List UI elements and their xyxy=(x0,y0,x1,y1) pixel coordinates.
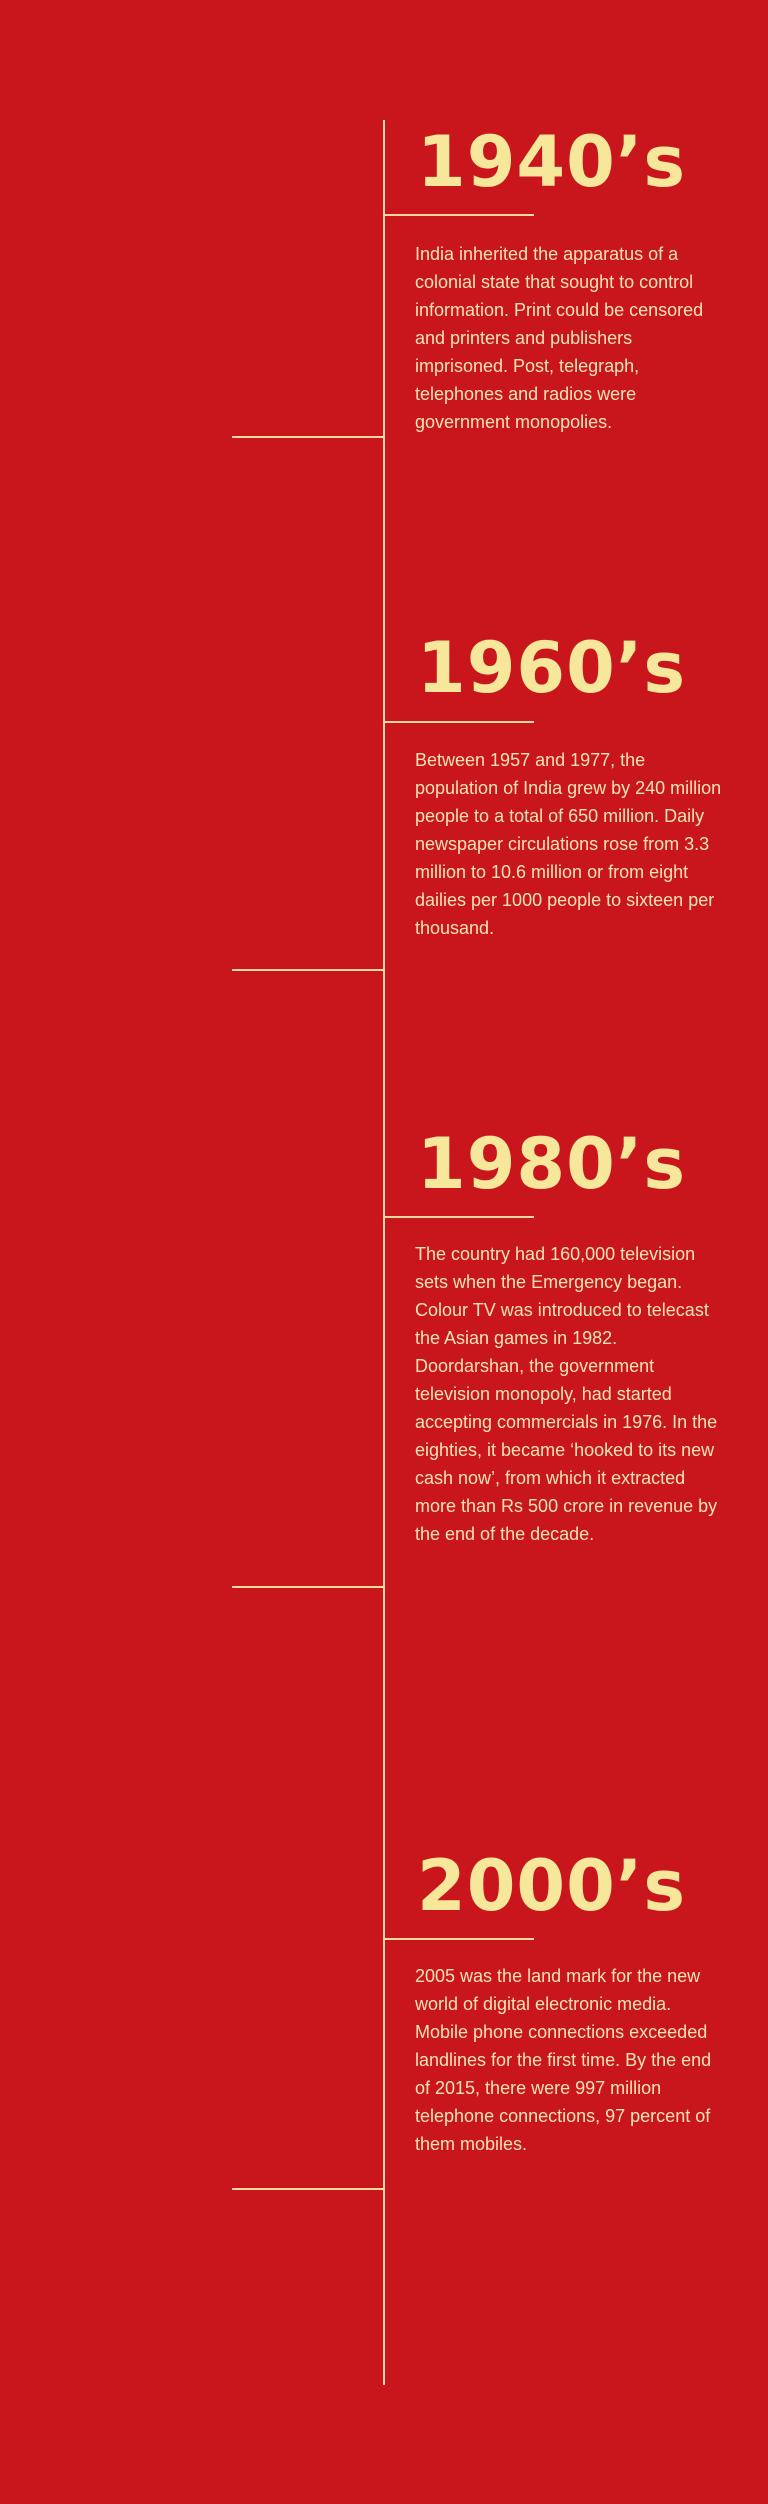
decade-heading: 2000’s xyxy=(417,1845,687,1927)
decade-rule xyxy=(232,2188,383,2190)
timeline-spine xyxy=(383,120,385,2385)
decade-heading: 1940’s xyxy=(417,121,687,203)
decade-heading: 1960’s xyxy=(417,627,687,709)
decade-rule xyxy=(384,214,534,216)
decade-rule xyxy=(232,436,383,438)
decade-description: Between 1957 and 1977, the population of India grew by 240 million people to a total of 650 million. Daily newspaper circulations rose from 3.3 million to 10.6 million or from eight dailies per 1000 people to sixteen per thousand. xyxy=(415,750,722,938)
decade-heading: 1980’s xyxy=(417,1123,687,1205)
decade-rule xyxy=(232,1586,383,1588)
decade-rule xyxy=(384,721,534,723)
decade-description: India inherited the apparatus of a colonial state that sought to control information. Print could be censored and printers and publishers imprisoned. Post, telegraph, telephones and radios were government monopolies. xyxy=(415,244,704,432)
decade-rule xyxy=(232,969,383,971)
decade-rule xyxy=(384,1938,534,1940)
decade-description: 2005 was the land mark for the new world of digital electronic media. Mobile phone connections exceeded landlines for the first time. By the end of 2015, there were 997 million telephone connections, 97 percent of them mobiles. xyxy=(415,1966,712,2154)
decade-description: The country had 160,000 television sets when the Emergency began. Colour TV was introduced to telecast the Asian games in 1982. Doordarshan, the government television monopoly, had started accepting commercials in 1976. In the eighties, it became ‘hooked to its new cash now’, from which it extracted more than Rs 500 crore in revenue by the end of the decade. xyxy=(415,1244,718,1544)
decade-rule xyxy=(384,1216,534,1218)
